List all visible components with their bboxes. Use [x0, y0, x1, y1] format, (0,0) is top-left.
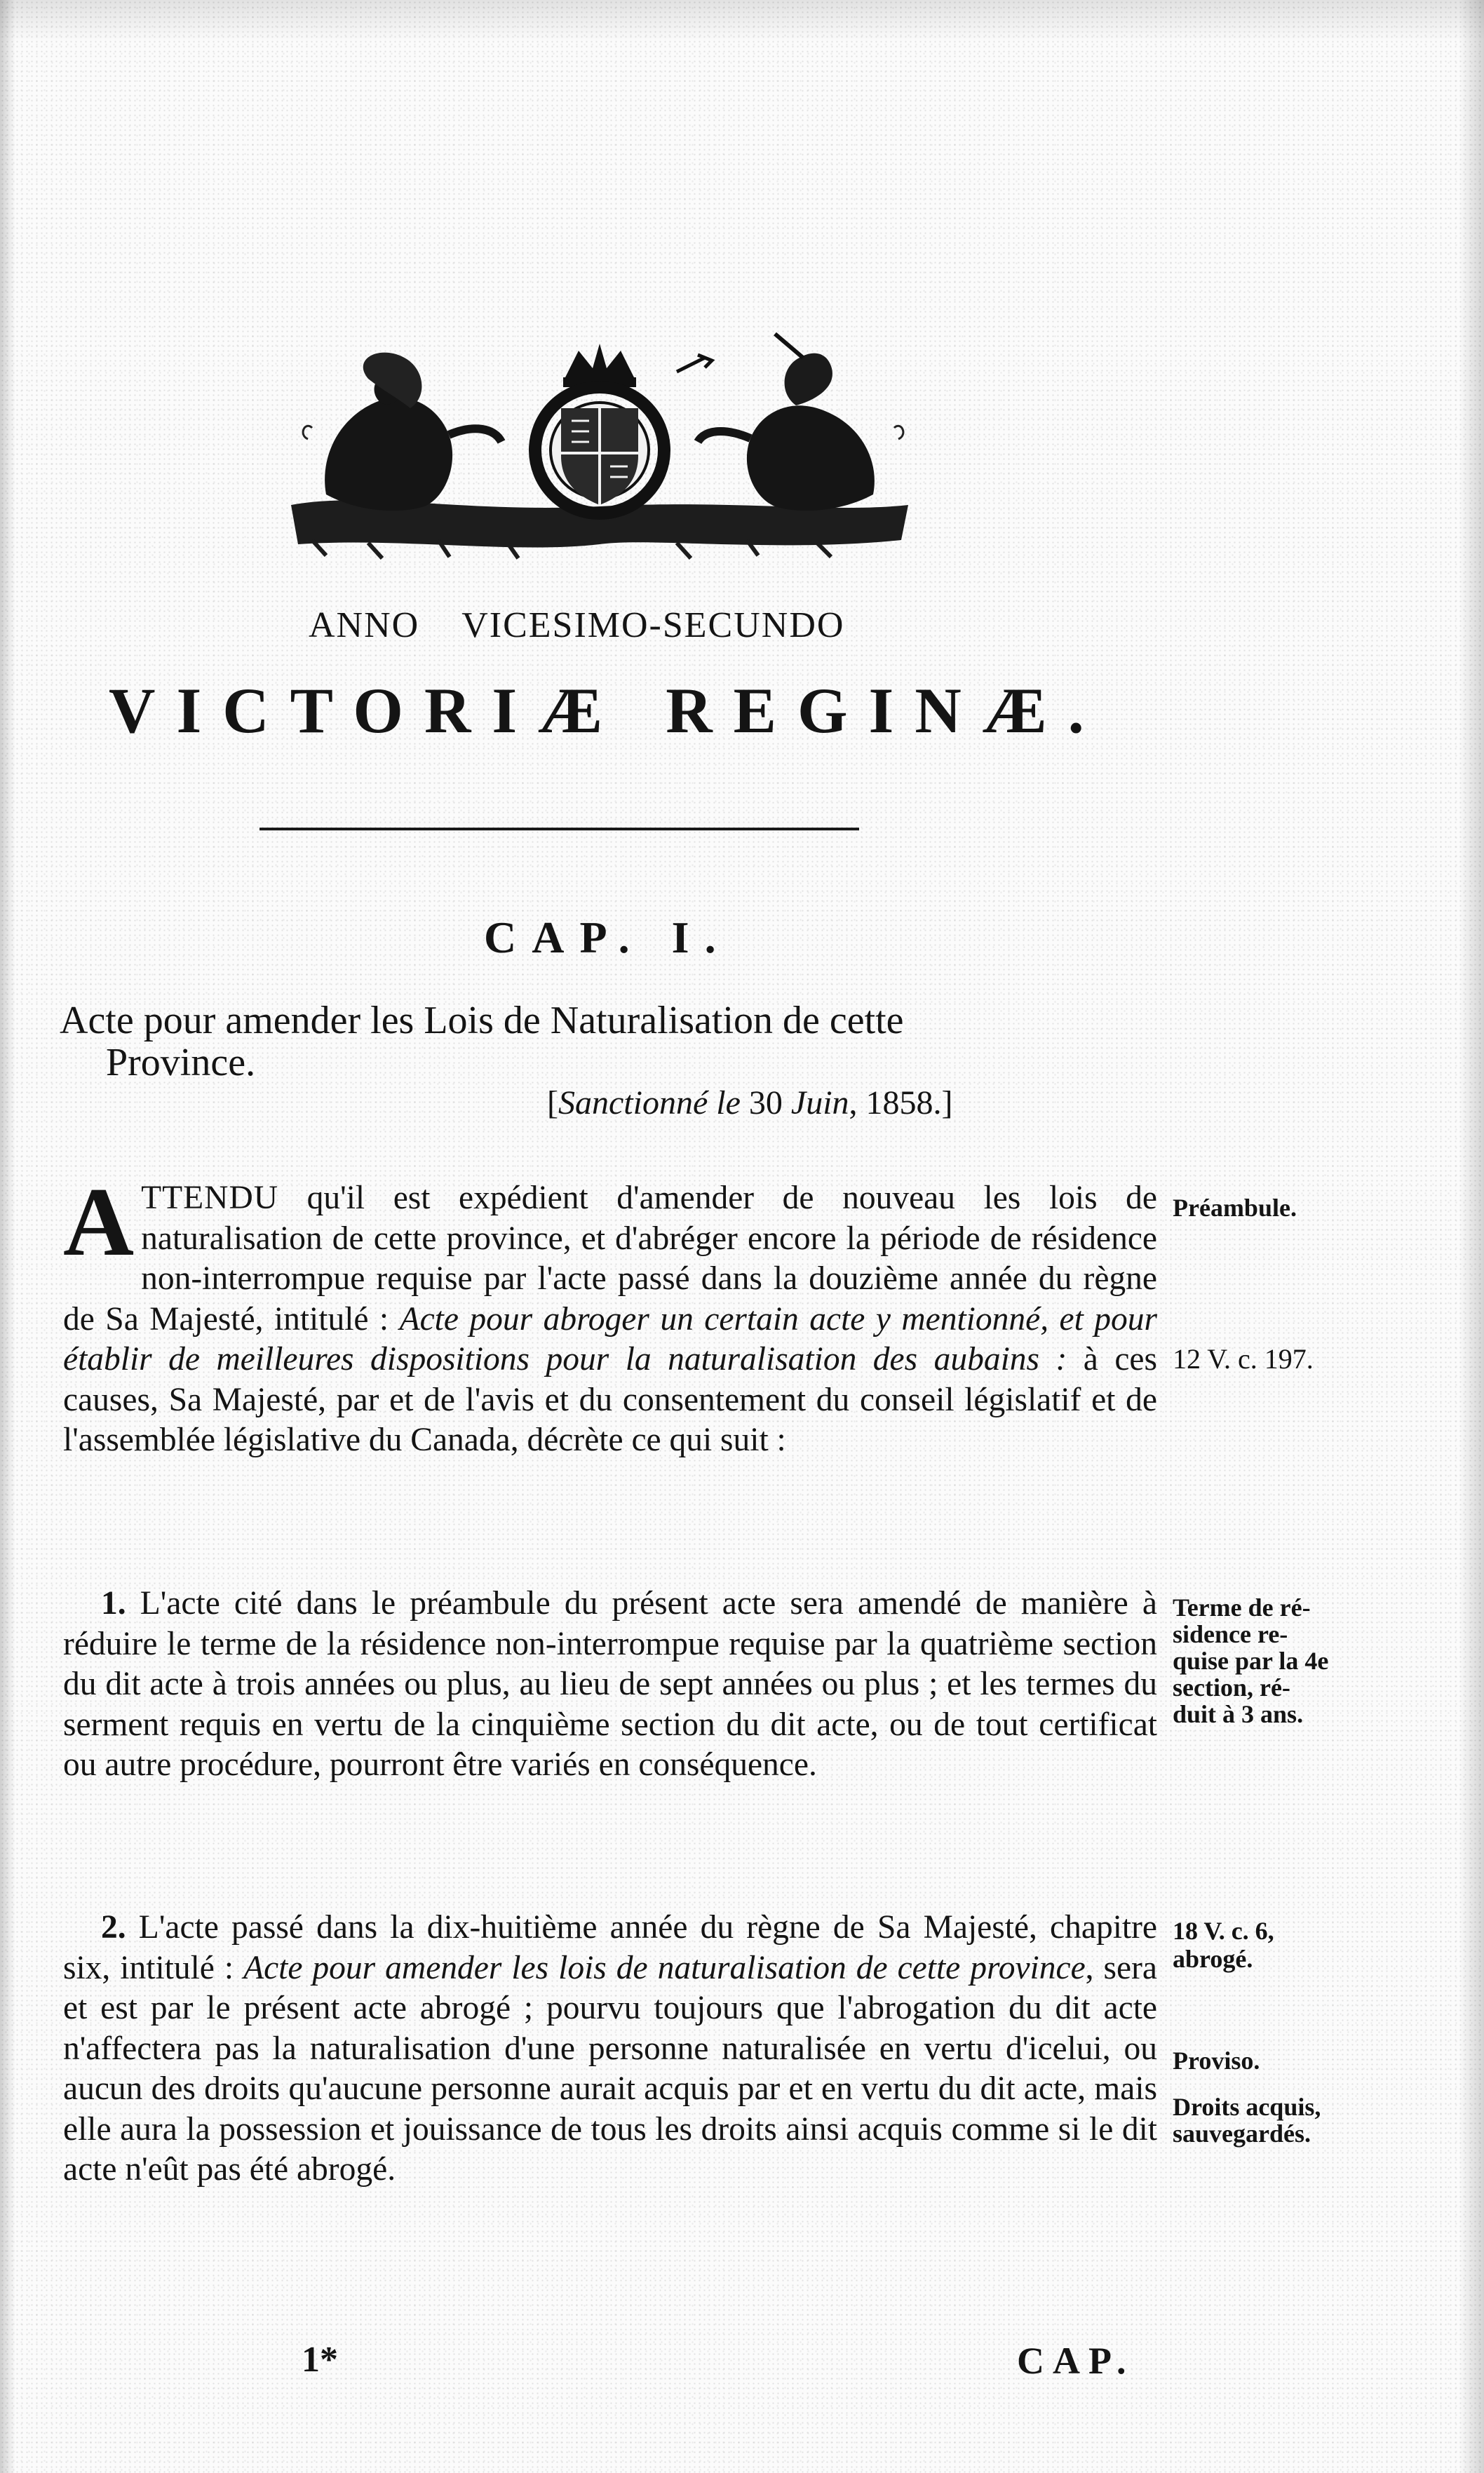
margin-note-preamble: Préambule.	[1173, 1194, 1297, 1222]
divider-rule	[259, 828, 859, 830]
preamble-paragraph	[63, 1168, 1157, 1461]
drop-cap: A	[63, 1168, 135, 1276]
scan-shadow-top	[0, 0, 1484, 42]
section-2-cited-title: Acte pour amender les lois de naturalisation de cette province	[243, 1949, 1086, 1986]
act-title	[60, 999, 1182, 1084]
preamble-text-b: à ces causes, Sa Majesté, par et de l'avis et du consentement du conseil législatif et de l'assemblée législative du Canada, décrète ce qui suit :	[63, 1341, 1157, 1458]
sanction-month: Juin	[790, 1084, 849, 1121]
catchword: CAP.	[1017, 2340, 1135, 2382]
section-1-paragraph	[63, 1584, 1157, 1786]
preamble-text-a: qu'il est expédient d'amender de nouveau les lois de naturalisation de cette province, et d'abréger encore la période de résidence non-interrompue requise par l'acte passé dans la douzième année du règne de Sa Majesté, intitulé :	[63, 1180, 1157, 1337]
regnal-year-word: VICESIMO-SECUNDO	[461, 605, 845, 645]
act-title-line-1: Acte pour amender les Lois de Naturalisation de cette	[60, 999, 904, 1042]
preamble-cited-title: Acte pour abroger un certain acte y mentionné, et pour établir de meilleures dispositions pour la naturalisation des aubains :	[63, 1300, 1157, 1377]
chapter-number: CAP. I.	[484, 912, 731, 962]
margin-note-proviso: Proviso.	[1173, 2047, 1260, 2075]
margin-note-18-vict: 18 V. c. 6, abrogé.	[1173, 1917, 1274, 1973]
anno-word: ANNO	[309, 605, 420, 645]
section-2-number: 2.	[101, 1909, 126, 1946]
margin-note-12-vict: 12 V. c. 197.	[1173, 1343, 1314, 1375]
sanction-year: , 1858.]	[849, 1084, 953, 1121]
reginae-word: REGINÆ.	[666, 675, 1105, 746]
section-2-text-b: , sera et est par le présent acte abrogé ; pourvu toujours que l'abrogation du dit acte n'affectera pas la naturalisation d'une personne naturalisée en vertu d'icelui, ou aucun des droits qu'aucune personne aurait acquis par et en vertu du dit acte, mais elle aura la possession et jouissance de tous les droits ainsi acquis comme si le dit acte n'eût pas été abrogé.	[63, 1949, 1157, 2188]
section-2-text-a: L'acte passé dans la dix-huitième année du règne de Sa Majesté, chapitre six, intitulé :	[63, 1909, 1157, 1986]
preamble-lead-word: TTENDU	[141, 1180, 279, 1216]
reign-heading	[109, 673, 1105, 748]
margin-note-residence-term: Terme de ré- sidence re- quise par la 4e section, ré- duit à 3 ans.	[1173, 1593, 1329, 1728]
section-1-number: 1.	[101, 1585, 126, 1622]
sanction-open-bracket: [	[547, 1084, 558, 1121]
royal-coat-of-arms-icon	[284, 330, 915, 561]
sanction-label: Sanctionné le	[558, 1084, 741, 1121]
sanction-day: 30	[740, 1084, 791, 1121]
section-2-paragraph	[63, 1908, 1157, 2190]
scan-shadow-left	[0, 0, 15, 2473]
scan-shadow-right	[1459, 0, 1484, 2473]
signature-mark: 1*	[302, 2340, 338, 2380]
margin-note-rights: Droits acquis, sauvegardés.	[1173, 2093, 1321, 2148]
anno-heading	[309, 605, 940, 646]
victoriae-word: VICTORIÆ	[109, 675, 624, 746]
act-title-line-2: Province.	[106, 1041, 256, 1084]
sanction-date	[547, 1084, 953, 1122]
section-1-text: L'acte cité dans le préambule du présent acte sera amendé de manière à réduire le terme de la résidence non-interrompue requise par la quatrième section du dit acte à trois années ou plus, au lieu de sept années ou plus ; et les termes du serment requis en vertu de la cinquième section du dit acte, ou de tout certificat ou autre procédure, pourront être variés en conséquence.	[63, 1585, 1157, 1783]
